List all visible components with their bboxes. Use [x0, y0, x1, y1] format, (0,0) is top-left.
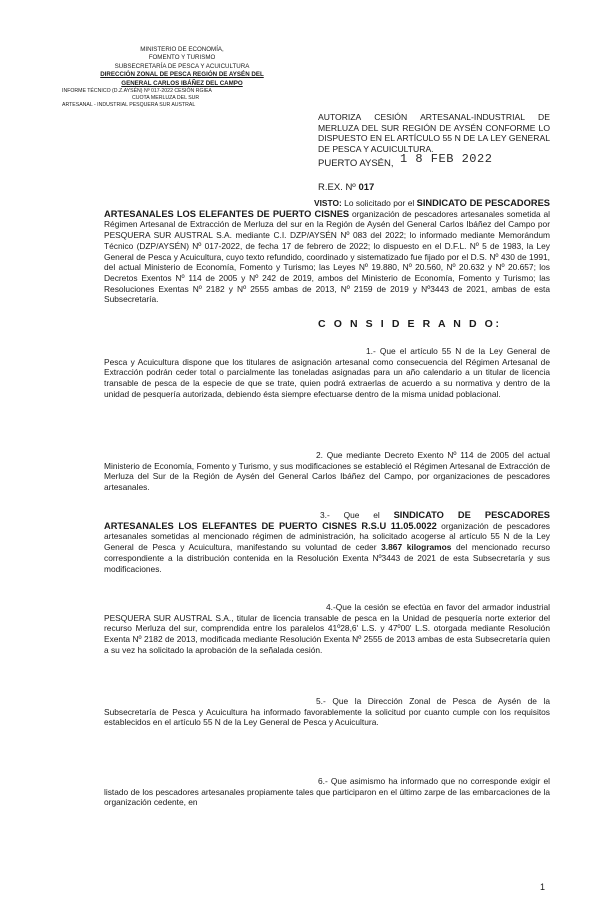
header-line: INFORME TÉCNICO (D.Z.AYSÉN) Nº 017-2022 CESIÓN RGIEA — [62, 88, 212, 95]
considerando-heading: C O N S I D E R A N D O: — [318, 318, 502, 330]
paragraph-text: 4.-Que la cesión se efectúa en favor del armador industrial PESQUERA SUR AUSTRAL S.A., titular de licencia transable de pesca en la Unidad de pesquería norte exterior del recurso Merluza del sur, comprendida entre los paralelos 41º28,6' L.S. y 47º00' L.S. otorgada mediante Resolución Exenta Nº 2182 de 2013, modificada mediante Resolución Exenta Nº 2555 de 2013 ambas de esta Subsecretaría quien a su vez ha solicitado la aprobación de la señalada cesión. — [104, 602, 550, 655]
visto-org-line2: PESCADORES ARTESANALES LOS ELEFANTES DE PUERTO CISNES — [104, 198, 550, 219]
considerando-paragraph-2 — [104, 450, 550, 493]
org-name-line2: ARTESANALES LOS ELEFANTES DE PUERTO CISNES R.S.U 11.05.0022 — [104, 520, 437, 531]
header-line: DIRECCIÓN ZONAL DE PESCA REGIÓN DE AYSÉN DEL — [100, 71, 264, 79]
paragraph-text: 6.- Que asimismo ha informado que no corresponde exigir el listado de los pescadores artesanales propiamente tales que participaron en el último zarpe de las embarcaciones de la organización cedente, en — [104, 776, 550, 808]
page-number: 1 — [540, 882, 546, 892]
institution-header — [62, 46, 302, 110]
date-stamp: 1 8 FEB 2022 — [400, 152, 493, 166]
paragraph-text: del mencionado recurso correspondiente a la distribución contenida en la Resolución Exenta Nº3443 de 2021 de esta Subsecretaría y sus modificaciones. — [104, 542, 550, 574]
paragraph-text: 5.- Que la Dirección Zonal de Pesca de Aysén de la Subsecretaría de Pesca y Acuicultura ha informado favorablemente la solicitud por cuanto cumple con los requisitos establecidos en el artículo 55 N de la Ley General de Pesca y Acuicultura. — [104, 696, 550, 728]
resolution-number — [318, 182, 374, 193]
org-name-line1: SINDICATO DE PESCADORES — [393, 510, 551, 520]
paragraph-text: 1.- Que el artículo 55 N de la Ley General de Pesca y Acuicultura dispone que los titulares de asignación artesanal como consecuencia del Régimen Artesanal de Extracción podrán ceder total o parcialmente las toneladas asignadas para un año calendario a un titular de licencia transable de pesca de la especie de que se trate, quien podrá extraerlas de acuerdo a su normativa y dentro de la unidad de pesquería autorizada, debiendo ésta siempre efectuarse dentro de la misma unidad poblacional. — [104, 346, 550, 399]
paragraph-text: 2. Que mediante Decreto Exento Nº 114 de 2005 del actual Ministerio de Economía, Fomento y Turismo, y sus modificaciones se estableció el Régimen Artesanal de Extracción de Merluza del Sur de la Región de Aysén del General Carlos Ibáñez del Campo, por organizaciones de pescadores artesanales. — [104, 450, 550, 493]
considerando-paragraph-5 — [104, 696, 550, 728]
considerando-paragraph-3 — [104, 510, 550, 574]
header-line: GENERAL CARLOS IBÁÑEZ DEL CAMPO — [121, 79, 243, 87]
rex-label: R.EX. Nº — [318, 182, 356, 193]
resolution-subject: AUTORIZA CESIÓN ARTESANAL-INDUSTRIAL DE MERLUZA DEL SUR REGIÓN DE AYSÉN CONFORME LO DISPUESTO EN EL ARTÍCULO 55 N DE LA LEY GENERAL DE PESCA Y ACUICULTURA. — [318, 112, 550, 154]
considerando-paragraph-1 — [104, 346, 550, 400]
visto-label: VISTO: — [314, 198, 342, 208]
header-line: SUBSECRETARÍA DE PESCA Y ACUICULTURA — [114, 62, 250, 70]
header-line: CUOTA MERLUZA DEL SUR — [132, 95, 200, 102]
ceded-quantity: 3.867 kilogramos — [381, 542, 452, 553]
header-line: ARTESANAL - INDUSTRIAL PESQUERA SUR AUSTRAL — [62, 102, 196, 109]
visto-body: organización de pescadores artesanales sometida al Régimen Artesanal de Extracción de Merluza del sur en la Región de Aysén del General Carlos Ibáñez del Campo por PESQUERA SUR AUSTRAL S.A. mediante C.I. DZP/AYSÉN Nº 083 del 2022; lo informado mediante Memorándum Técnico (DZP/AYSÉN) Nº 017-2022, de fecha 17 de febrero de 2022; lo dispuesto en el D.F.L. Nº 5 de 1983, la Ley General de Pesca y Acuicultura, cuyo texto refundido, coordinado y sistematizado fue fijado por el D.S. Nº 430 de 1991, del actual Ministerio de Economía, Fomento y Turismo; las Leyes Nº 19.880, Nº 20.560, Nº 20.632 y Nº 20.657; los Decretos Exentos Nº 114 de 2005 y Nº 242 de 2019, ambos del Ministerio de Economía, Fomento y Turismo; las Resoluciones Exentas Nº 2182 y Nº 2555 ambas de 2013, Nº 2159 de 2019 y Nº3443 de 2021, ambas de esta Subsecretaría. — [104, 208, 550, 305]
visto-paragraph — [104, 198, 550, 305]
rex-number: 017 — [358, 182, 375, 193]
place: PUERTO AYSÉN, — [318, 158, 394, 169]
visto-org-line1: SINDICATO DE — [416, 198, 483, 208]
header-line: MINISTERIO DE ECONOMÍA, — [140, 46, 224, 53]
visto-intro: Lo solicitado por el — [341, 198, 417, 208]
paragraph-text: organización de pescadores artesanales sometidas al mencionado régimen de administración, ha solicitado acogerse al artículo 55 N de la Ley General de Pesca y Acuicultura, manifestando su voluntad de ceder — [104, 520, 550, 553]
considerando-paragraph-6 — [104, 776, 550, 808]
considerando-paragraph-4 — [104, 602, 550, 656]
paragraph-text: 3.- Que el — [320, 510, 394, 520]
header-line: FOMENTO Y TURISMO — [148, 54, 216, 62]
